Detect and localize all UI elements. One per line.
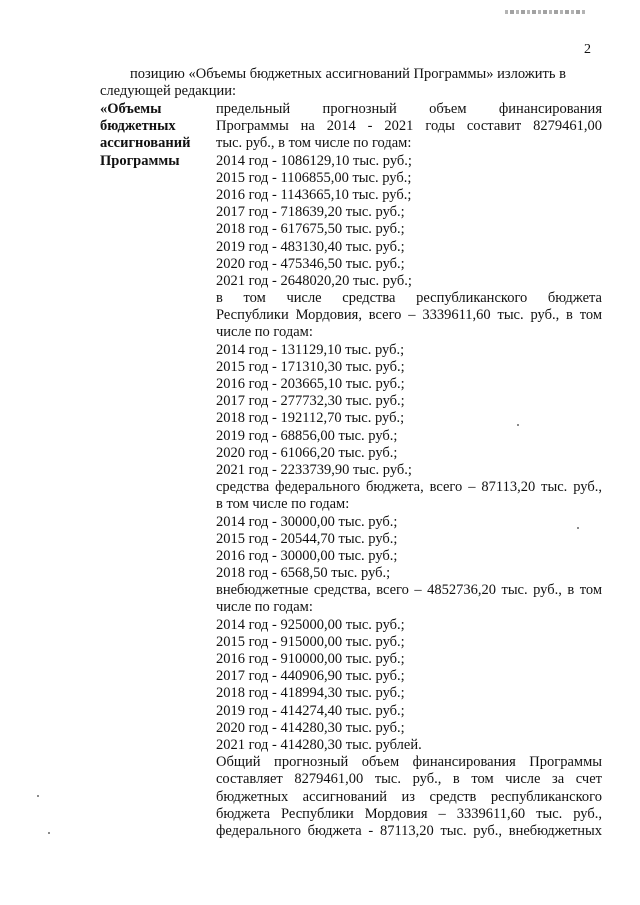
content-line: средства федерального бюджета, всего – 87113,20 тыс. руб., [216, 479, 602, 496]
content-line: федерального бюджета - 87113,20 тыс. руб., внебюджетных [216, 822, 602, 839]
content-line: 2014 год - 1086129,10 тыс. руб.; [216, 152, 412, 169]
content-line: 2016 год - 1143665,10 тыс. руб.; [216, 186, 412, 203]
content-line: 2017 год - 277732,30 тыс. руб.; [216, 393, 405, 410]
content-line: 2018 год - 192112,70 тыс. руб.; [216, 410, 405, 427]
label-line: «Объемы [100, 101, 162, 117]
content-line: 2018 год - 418994,30 тыс. руб.; [216, 685, 405, 702]
content-line: 2018 год - 6568,50 тыс. руб.; [216, 565, 391, 582]
intro-paragraph [100, 66, 602, 83]
content-line: 2017 год - 718639,20 тыс. руб.; [216, 204, 405, 221]
scan-speck [37, 795, 39, 797]
label-line: ассигнований [100, 135, 191, 152]
intro-line-1: позицию «Объемы бюджетных ассигнований Программы» изложить в [130, 66, 566, 82]
content-line: бюджетных ассигнований из средств республиканского [216, 788, 602, 805]
content-line: 2015 год - 171310,30 тыс. руб.; [216, 358, 405, 375]
content-line: 2019 год - 414274,40 тыс. руб.; [216, 702, 405, 719]
content-line: 2015 год - 1106855,00 тыс. руб.; [216, 169, 412, 186]
content-line: в том числе по годам: [216, 496, 350, 513]
content-line: Программы на 2014 - 2021 годы составит 8279461,00 [216, 118, 602, 135]
content-line: числе по годам: [216, 599, 313, 616]
content-line: 2020 год - 61066,20 тыс. руб.; [216, 444, 398, 461]
content-line: бюджета Республики Мордовия – 3339611,60 тыс. руб., [216, 805, 602, 822]
content-line: 2016 год - 910000,00 тыс. руб.; [216, 651, 405, 667]
content-line: 2020 год - 475346,50 тыс. руб.; [216, 255, 405, 272]
section-label [100, 101, 200, 170]
content-line: 2019 год - 483130,40 тыс. руб.; [216, 238, 405, 255]
content-line: 2014 год - 30000,00 тыс. руб.; [216, 513, 398, 530]
content-line: тыс. руб., в том числе по годам: [216, 135, 412, 152]
content-line: внебюджетные средства, всего – 4852736,20 тыс. руб., в том [216, 582, 602, 599]
content-line: 2016 год - 30000,00 тыс. руб.; [216, 547, 398, 564]
content-line: предельный прогнозный объем финансирования [216, 101, 602, 117]
content-line: Республики Мордовия, всего – 3339611,60 тыс. руб., в том [216, 307, 602, 324]
content-line: 2021 год - 414280,30 тыс. рублей. [216, 736, 422, 753]
content-line: 2019 год - 68856,00 тыс. руб.; [216, 427, 398, 444]
content-line: 2016 год - 203665,10 тыс. руб.; [216, 376, 405, 392]
label-line: бюджетных [100, 118, 176, 135]
content-line: в том числе средства республиканского бюджета [216, 290, 602, 307]
content-line: 2015 год - 915000,00 тыс. руб.; [216, 633, 405, 650]
content-line: составляет 8279461,00 тыс. руб., в том числе за счет [216, 771, 602, 788]
content-line: 2021 год - 2233739,90 тыс. руб.; [216, 461, 412, 478]
content-line: 2014 год - 131129,10 тыс. руб.; [216, 341, 405, 358]
scan-artifact [505, 10, 585, 14]
content-line: Общий прогнозный объем финансирования Программы [216, 754, 602, 771]
content-line: 2021 год - 2648020,20 тыс. руб.; [216, 272, 412, 289]
content-line: 2018 год - 617675,50 тыс. руб.; [216, 221, 405, 238]
scan-speck [48, 832, 50, 834]
content-line: 2017 год - 440906,90 тыс. руб.; [216, 668, 405, 685]
label-line: Программы [100, 152, 180, 169]
content-line: 2020 год - 414280,30 тыс. руб.; [216, 719, 405, 736]
section-content [216, 101, 602, 840]
content-line: 2015 год - 20544,70 тыс. руб.; [216, 530, 398, 547]
content-line: 2014 год - 925000,00 тыс. руб.; [216, 616, 405, 633]
intro-line-2: следующей редакции: [100, 83, 237, 99]
content-line: числе по годам: [216, 324, 313, 341]
page-number: 2 [584, 42, 591, 57]
